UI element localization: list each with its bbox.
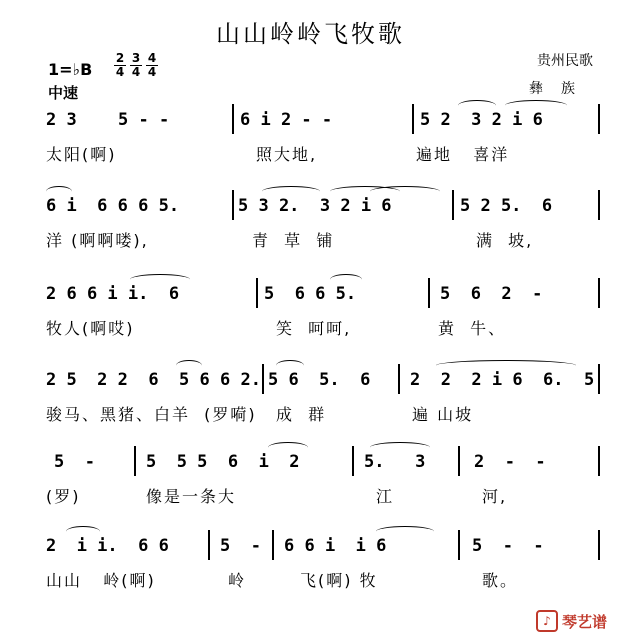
note-group: 5 6 2 - [440,284,543,304]
slur-mark [176,360,202,371]
slur-mark [66,526,100,537]
lyric-text: (罗) [46,487,81,506]
notes-line [0,364,621,394]
lyrics-line [0,228,621,252]
meter-numerator: 4 [147,51,157,65]
bar-line [232,104,234,134]
lyrics-line [0,316,621,340]
bar-line [598,190,600,220]
watermark [536,610,607,632]
bar-line [598,530,600,560]
score-row [0,446,621,516]
note-group: 2 6 6 i i. 6 [46,284,180,304]
notes-line [0,278,621,308]
slur-mark [268,442,308,453]
lyric-text: 骏马、黑猪、白羊 (罗嗬) [46,405,257,424]
note-group: 5 2 5. 6 [460,196,553,216]
lyric-text: 牧人(啊哎) [46,319,135,338]
time-signatures [114,52,158,79]
lyrics-line [0,402,621,426]
notes-line [0,530,621,560]
bar-line [398,364,400,394]
slur-mark [505,100,567,111]
origin-label: 贵州民歌 [537,53,593,69]
note-group: 2 - - [474,452,546,472]
meter-denominator: 4 [131,65,141,79]
note-group: 5 - - [472,536,544,556]
meter-numerator: 2 [115,51,125,65]
bar-line [272,530,274,560]
watermark-text: 琴艺谱 [561,612,607,631]
note-group: 5 2 3 2 i 6 [420,110,543,130]
bar-line [412,104,414,134]
note-group: 5 - [220,536,261,556]
bar-line [256,278,258,308]
meter-numerator: 3 [131,51,141,65]
lyric-text: 照大地, [256,145,318,164]
slur-mark [370,186,440,197]
lyric-text: 青 草 铺 [252,231,335,250]
time-signature [114,52,126,79]
bar-line [208,530,210,560]
lyric-text: 太阳(啊) [46,145,117,164]
lyric-text: 黄 牛、 [438,319,507,338]
note-group: 6 6 i i 6 [284,536,387,556]
slur-mark [46,186,72,197]
note-group: 2 3 [46,110,77,130]
meter-denominator: 4 [115,65,125,79]
note-group: 5. 3 [364,452,426,472]
note-group: 6 i 6 6 6 5. [46,196,180,216]
slur-mark [436,360,576,371]
ethnic-label: 彝族 [529,81,593,97]
score-row [0,104,621,174]
lyric-text: 遍地 喜洋 [416,145,510,164]
lyric-text: 成 群 [276,405,327,424]
lyric-text: 笑 呵呵, [276,319,352,338]
bar-line [262,364,264,394]
notes-line [0,190,621,220]
note-group: 2 i i. 6 6 [46,536,169,556]
song-title: 山山岭岭飞牧歌 [216,20,405,48]
notes-line [0,104,621,134]
slur-mark [376,526,434,537]
tempo-marking: 中速 [48,84,79,102]
bar-line [458,446,460,476]
bar-line [458,530,460,560]
lyric-text: 遍 山坡 [412,405,474,424]
bar-line [598,278,600,308]
lyric-text: 歌。 [482,571,519,590]
bar-line [598,104,600,134]
note-group: 6 i 2 - - [240,110,333,130]
note-group: 5 - - [118,110,170,130]
score-row [0,530,621,600]
note-group: 5 5 5 6 i 2 [146,452,300,472]
song-origin [529,50,593,100]
lyric-text: 河, [482,487,508,506]
lyrics-line [0,568,621,592]
score-row [0,364,621,434]
slur-mark [370,442,430,453]
bar-line [352,446,354,476]
music-logo-icon: ♪ [536,610,558,632]
time-signature [130,52,142,79]
score-row [0,190,621,260]
bar-line [452,190,454,220]
slur-mark [262,186,320,197]
slur-mark [330,274,362,285]
key-signature: 1=♭B [48,60,93,79]
lyric-text: 江 [376,487,395,506]
note-group: 5 3 2. 3 2 i 6 [238,196,392,216]
bar-line [598,446,600,476]
lyric-text: 飞(啊) 牧 [300,571,378,590]
lyric-text: 满 坡, [476,231,534,250]
lyrics-line [0,142,621,166]
time-signature [146,52,158,79]
slur-mark [458,100,496,111]
lyrics-line [0,484,621,508]
score-row [0,278,621,348]
note-group: 2 2 2 i 6 6. 5 [410,370,595,390]
bar-line [232,190,234,220]
slur-mark [130,274,190,285]
lyric-text: 洋 (啊啊喽), [46,231,149,250]
note-group: 2 5 2 2 6 5 6 6 2. [46,370,261,390]
lyric-text: 岭 [228,571,247,590]
notes-line [0,446,621,476]
bar-line [428,278,430,308]
lyric-text: 像是一条大 [146,487,237,506]
lyric-text: 山山 岭(啊) [46,571,156,590]
note-group: 5 6 5. 6 [268,370,371,390]
slur-mark [276,360,304,371]
bar-line [134,446,136,476]
note-group: 5 - [54,452,95,472]
note-group: 5 6 6 5. [264,284,357,304]
meter-denominator: 4 [147,65,157,79]
bar-line [598,364,600,394]
